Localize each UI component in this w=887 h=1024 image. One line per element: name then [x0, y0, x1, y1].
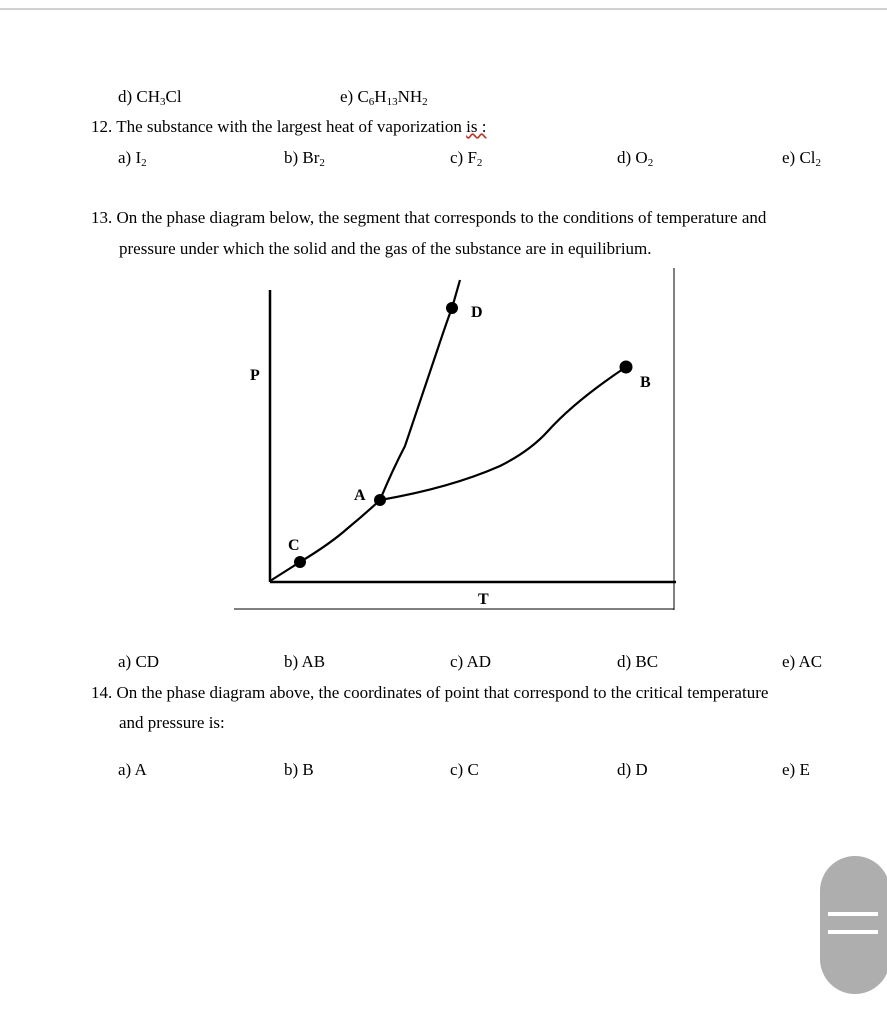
q12-option-c-sub: 2 [476, 157, 483, 169]
curve-ab-vaporization [380, 367, 626, 500]
q12-option-b-sub: 2 [319, 157, 325, 169]
q12-option-b[interactable] [284, 148, 325, 168]
q12-option-a[interactable] [118, 148, 147, 168]
q11-option-d-sub: 3 [160, 96, 166, 108]
q14-option-a[interactable]: a) A [118, 760, 147, 779]
q12-option-e-text: e) Cl [782, 148, 816, 167]
q11-option-e-sub2: 13 [386, 96, 398, 108]
q13-question-line2: pressure under which the solid and the gas of the substance are in equilibrium. [119, 239, 652, 258]
q13-option-e[interactable]: e) AC [782, 652, 823, 671]
q11-option-d[interactable] [118, 87, 182, 107]
q12-question-underlined: is : [466, 117, 487, 136]
grip-line-icon [828, 930, 878, 934]
q12-option-a-text: a) I [118, 148, 142, 167]
grip-line-icon [828, 912, 878, 916]
q13-option-d[interactable]: d) BC [617, 652, 659, 671]
q13-option-a[interactable]: a) CD [118, 652, 160, 671]
q11-option-d-text: d) CH [118, 87, 161, 106]
q14-option-c[interactable]: c) C [450, 760, 479, 779]
scroll-handle[interactable] [820, 856, 887, 994]
q13-option-b[interactable]: b) AB [284, 652, 326, 671]
point-c-label: C [288, 537, 300, 554]
q14-option-e[interactable]: e) E [782, 760, 810, 779]
q12-option-b-text: b) Br [284, 148, 320, 167]
point-c-marker [294, 556, 306, 568]
top-divider [0, 8, 887, 10]
q11-option-e-text: e) C [340, 87, 369, 106]
curve-ad-fusion [380, 280, 460, 500]
phase-diagram [230, 266, 680, 616]
q11-option-e[interactable] [340, 87, 428, 107]
q14-question-line2: and pressure is: [119, 713, 225, 732]
q12-option-d-sub: 2 [647, 157, 654, 169]
q12-option-c[interactable] [450, 148, 482, 168]
q12-option-a-sub: 2 [141, 157, 147, 169]
point-b-marker [620, 361, 633, 374]
axis-t-label: T [478, 591, 489, 608]
q14-question-line1: 14. On the phase diagram above, the coordinates of point that correspond to the critical temperature [91, 683, 769, 702]
q12-option-e[interactable] [782, 148, 821, 168]
q12-question [91, 117, 486, 137]
q12-question-text: 12. The substance with the largest heat of vaporization [91, 117, 467, 136]
point-a-marker [374, 494, 386, 506]
q13-option-c[interactable]: c) AD [450, 652, 492, 671]
axis-p-label: P [250, 367, 260, 384]
point-b-label: B [640, 374, 651, 391]
q12-option-c-text: c) F [450, 148, 477, 167]
point-a-label: A [354, 487, 366, 504]
point-d-marker [446, 302, 458, 314]
q11-option-e-mid1: H [374, 87, 387, 106]
q12-option-e-sub: 2 [815, 157, 822, 169]
q14-option-d[interactable]: d) D [617, 760, 648, 779]
q11-option-e-mid2: NH [397, 87, 423, 106]
q13-question-line1: 13. On the phase diagram below, the segment that corresponds to the conditions of temperature and [91, 208, 767, 227]
q11-option-e-sub1: 6 [368, 96, 375, 108]
q12-option-d-text: d) O [617, 148, 648, 167]
q14-option-b[interactable]: b) B [284, 760, 314, 779]
curve-ca-sublimation [270, 500, 380, 581]
q11-option-e-sub3: 2 [422, 96, 428, 108]
q12-option-d[interactable] [617, 148, 653, 168]
q11-option-d-suffix: Cl [165, 87, 182, 106]
point-d-label: D [471, 304, 483, 321]
